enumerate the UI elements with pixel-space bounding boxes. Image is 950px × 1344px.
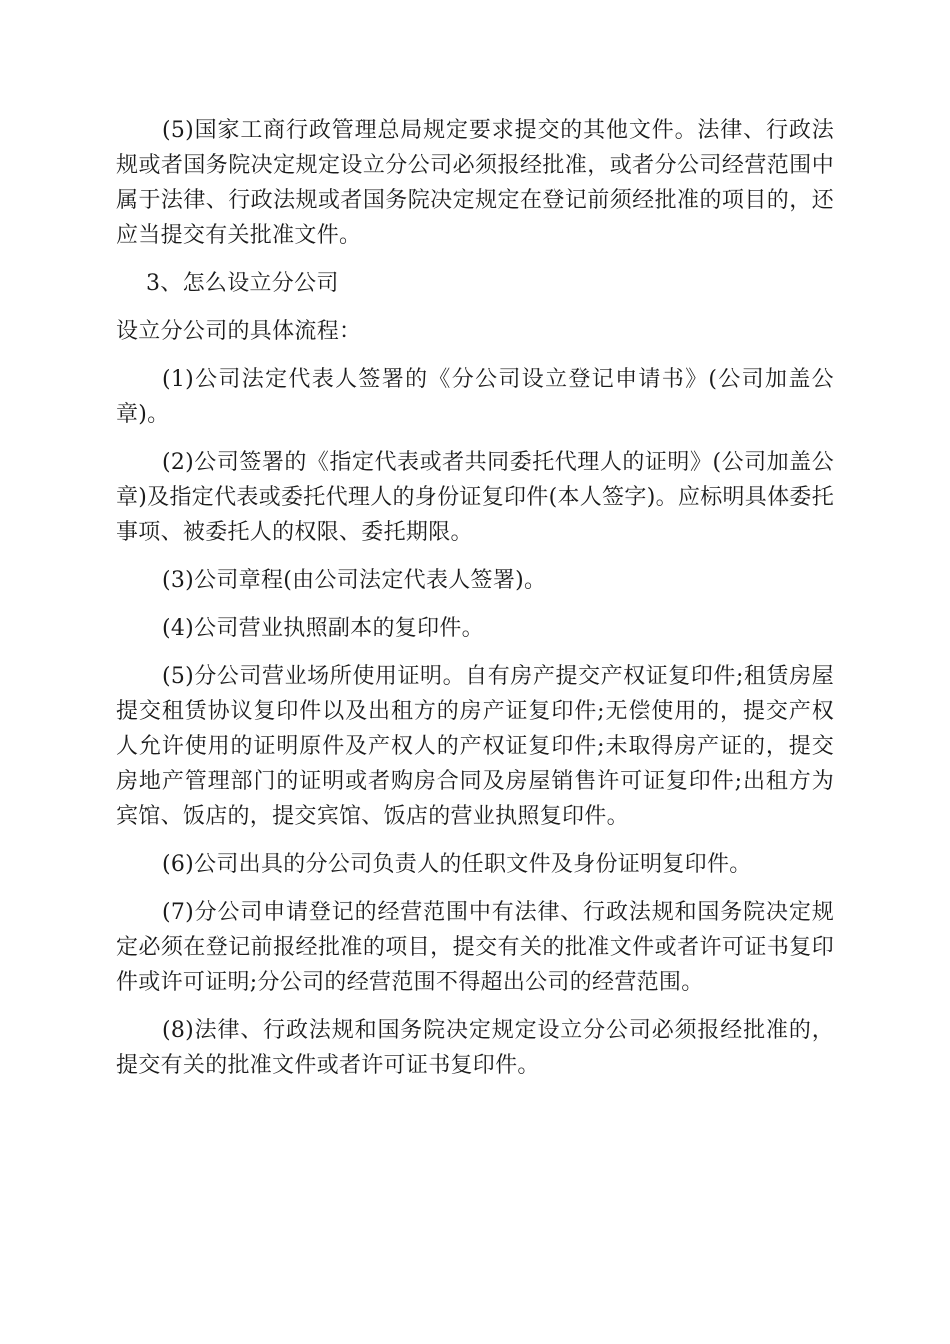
step-2-paragraph: (2)公司签署的《指定代表或者共同委托代理人的证明》(公司加盖公章)及指定代表或委托代理人的身份证复印件(本人签字)。应标明具体委托事项、被委托人的权限、委托期限。 [116,450,834,545]
step-3-paragraph: (3)公司章程(由公司法定代表人签署)。 [162,568,547,593]
section-heading: 3、怎么设立分公司 [146,271,339,296]
process-intro: 设立分公司的具体流程： [116,319,362,344]
step-6-paragraph: (6)公司出具的分公司负责人的任职文件及身份证明复印件。 [162,852,752,877]
step-5-paragraph: (5)分公司营业场所使用证明。自有房产提交产权证复印件;租赁房屋提交租赁协议复印件以及出租方的房产证复印件;无偿使用的，提交产权人允许使用的证明原件及产权人的产权证复印件;未取得房产证的，提交房地产管理部门的证明或者购房合同及房屋销售许可证复印件;出租方为宾馆、饭店的，提交宾馆、饭店的营业执照复印件。 [116,664,834,829]
step-7-paragraph: (7)分公司申请登记的经营范围中有法律、行政法规和国务院决定规定必须在登记前报经批准的项目，提交有关的批准文件或者许可证书复印件或许可证明;分公司的经营范围不得超出公司的经营范围。 [116,900,834,995]
step-1-paragraph: (1)公司法定代表人签署的《分公司设立登记申请书》(公司加盖公章)。 [116,367,834,427]
step-4-paragraph: (4)公司营业执照副本的复印件。 [162,616,484,641]
document-page [116,113,834,1096]
paragraph-item-5-other-documents: (5)国家工商行政管理总局规定要求提交的其他文件。法律、行政法规或者国务院决定规定设立分公司必须报经批准，或者分公司经营范围中属于法律、行政法规或者国务院决定规定在登记前须经批准的项目的，还应当提交有关批准文件。 [116,118,834,248]
step-8-paragraph: (8)法律、行政法规和国务院决定规定设立分公司必须报经批准的，提交有关的批准文件或者许可证书复印件。 [116,1018,834,1078]
